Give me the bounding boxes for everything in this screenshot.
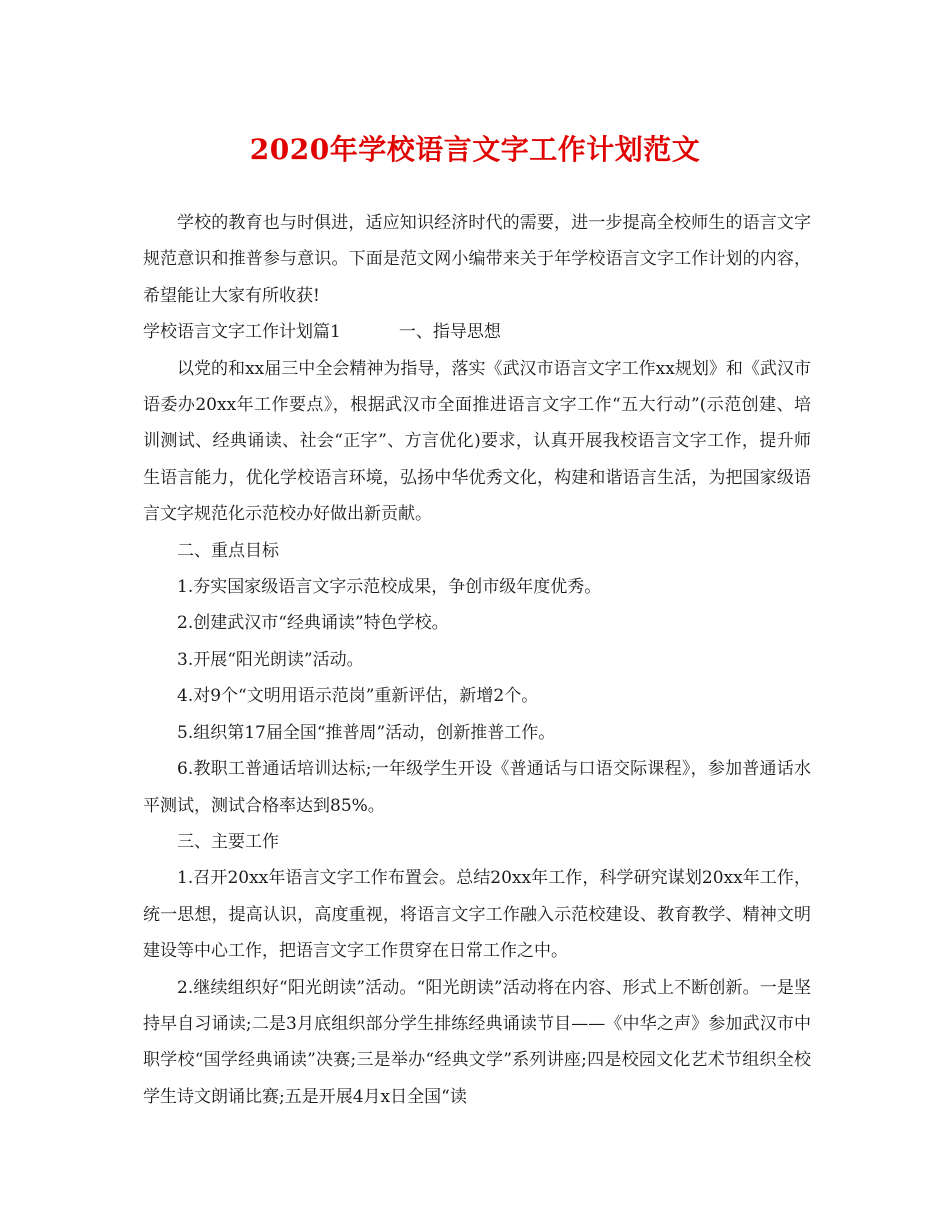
guiding-thought-paragraph: 以党的和xx届三中全会精神为指导，落实《武汉市语言文字工作xx规划》和《武汉市语委办20xx年工作要点》，根据武汉市全面推进语言文字工作“五大行动”(示范创建、培训测试、经典诵读、社会“正字”、方言优化)要求，认真开展我校语言文字工作，提升师生语言能力，优化学校语言环境，弘扬中华优秀文化，构建和谐语言生活，为把国家级语言文字规范化示范校办好做出新贡献。 xyxy=(143,358,811,525)
goal-item: 4.对9个“文明用语示范岗”重新评估，新增2个。 xyxy=(177,686,539,707)
goal-item: 3.开展“阳光朗读”活动。 xyxy=(177,649,364,670)
heading-main-work: 三、主要工作 xyxy=(177,831,279,852)
goal-item: 1.夯实国家级语言文字示范校成果，争创市级年度优秀。 xyxy=(177,577,602,598)
section-heading-line xyxy=(143,314,811,350)
document-title: 2020年学校语言文字工作计划范文 xyxy=(249,133,701,166)
goal-item: 5.组织第17届全国“推普周”活动，创新推普工作。 xyxy=(177,722,556,743)
section-heading-guiding: 一、指导思想 xyxy=(398,322,501,343)
goal-item: 6.教职工普通话培训达标;一年级学生开设《普通话与口语交际课程》，参加普通话水平测试，测试合格率达到85%。 xyxy=(143,759,811,816)
goal-item: 2.创建武汉市“经典诵读”特色学校。 xyxy=(177,613,449,634)
intro-paragraph: 学校的教育也与时俱进，适应知识经济时代的需要，进一步提高全校师生的语言文字规范意识和推普参与意识。下面是范文网小编带来关于年学校语言文字工作计划的内容，希望能让大家有所收获! xyxy=(143,213,811,306)
work-item: 1.召开20xx年语言文字工作布置会。总结20xx年工作，科学研究谋划20xx年工作，统一思想，提高认识，高度重视，将语言文字工作融入示范校建设、教育教学、精神文明建设等中心工作，把语言文字工作贯穿在日常工作之中。 xyxy=(143,868,811,962)
document-body xyxy=(143,205,811,1115)
section-heading-plan: 学校语言文字工作计划篇1 xyxy=(143,322,341,343)
heading-key-goals: 二、重点目标 xyxy=(177,540,279,561)
work-item: 2.继续组织好“阳光朗读”活动。“阳光朗读”活动将在内容、形式上不断创新。一是坚持早自习诵读;二是3月底组织部分学生排练经典诵读节目——《中华之声》参加武汉市中职学校“国学经典诵读”决赛;三是举办“经典文学”系列讲座;四是校园文化艺术节组织全校学生诗文朗诵比赛;五是开展4月x日全国“读 xyxy=(143,977,811,1107)
